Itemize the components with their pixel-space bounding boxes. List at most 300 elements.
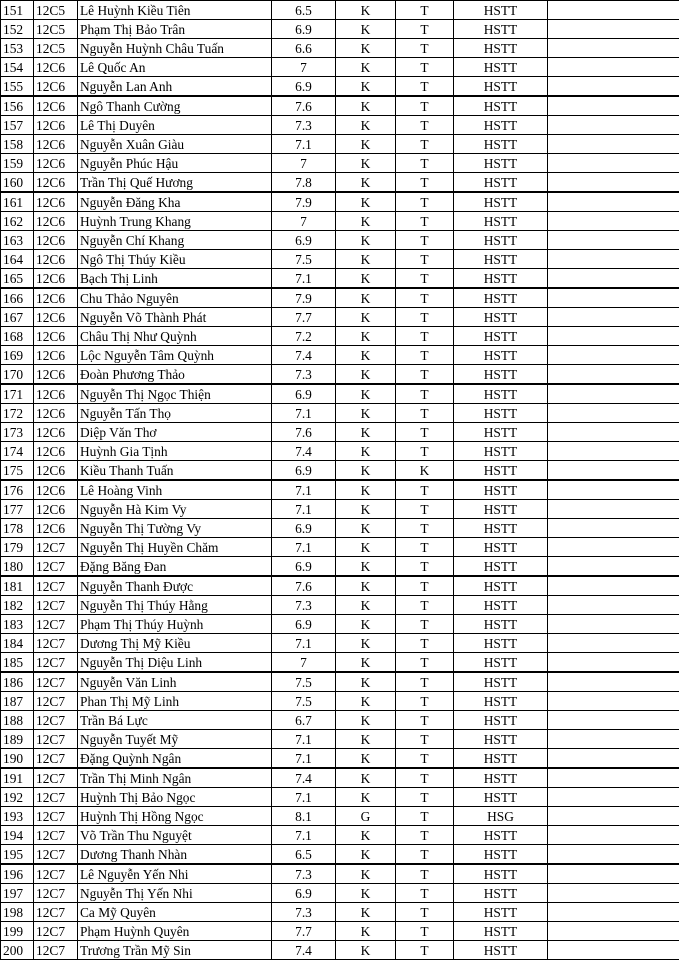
title-cell: HSTT	[454, 192, 548, 212]
table-row	[1, 404, 679, 423]
empty-cell	[548, 692, 679, 711]
class-cell: 12C6	[34, 154, 78, 173]
table-row	[1, 788, 679, 807]
average-score-cell: 7.1	[272, 730, 336, 749]
student-name-cell: Lê Thị Duyên	[78, 116, 272, 135]
academic-grade-cell: K	[336, 845, 396, 865]
class-cell: 12C6	[34, 461, 78, 481]
academic-grade-cell: K	[336, 864, 396, 884]
empty-cell	[548, 365, 679, 385]
academic-grade-cell: K	[336, 749, 396, 769]
student-name-cell: Dương Thanh Nhàn	[78, 845, 272, 865]
table-row	[1, 154, 679, 173]
class-cell: 12C5	[34, 20, 78, 39]
row-number-cell: 194	[1, 826, 34, 845]
student-name-cell: Nguyễn Tấn Thọ	[78, 404, 272, 423]
title-cell: HSTT	[454, 154, 548, 173]
title-cell: HSTT	[454, 77, 548, 97]
row-number-cell: 184	[1, 634, 34, 653]
title-cell: HSTT	[454, 327, 548, 346]
title-cell: HSTT	[454, 480, 548, 500]
table-row	[1, 480, 679, 500]
table-row	[1, 346, 679, 365]
title-cell: HSTT	[454, 519, 548, 538]
empty-cell	[548, 135, 679, 154]
empty-cell	[548, 615, 679, 634]
class-cell: 12C7	[34, 864, 78, 884]
average-score-cell: 7.1	[272, 404, 336, 423]
conduct-grade-cell: T	[396, 845, 454, 865]
row-number-cell: 169	[1, 346, 34, 365]
table-row	[1, 807, 679, 826]
academic-grade-cell: K	[336, 615, 396, 634]
conduct-grade-cell: T	[396, 423, 454, 442]
conduct-grade-cell: T	[396, 346, 454, 365]
conduct-grade-cell: T	[396, 807, 454, 826]
table-row	[1, 711, 679, 730]
academic-grade-cell: K	[336, 461, 396, 481]
class-cell: 12C6	[34, 192, 78, 212]
academic-grade-cell: K	[336, 346, 396, 365]
title-cell: HSTT	[454, 404, 548, 423]
row-number-cell: 151	[1, 1, 34, 20]
average-score-cell: 7.1	[272, 826, 336, 845]
student-name-cell: Huỳnh Thị Bảo Ngọc	[78, 788, 272, 807]
academic-grade-cell: K	[336, 922, 396, 941]
student-name-cell: Nguyễn Huỳnh Châu Tuấn	[78, 39, 272, 58]
empty-cell	[548, 346, 679, 365]
row-number-cell: 163	[1, 231, 34, 250]
conduct-grade-cell: T	[396, 519, 454, 538]
row-number-cell: 178	[1, 519, 34, 538]
class-cell: 12C7	[34, 653, 78, 673]
student-name-cell: Huỳnh Gia Tịnh	[78, 442, 272, 461]
row-number-cell: 168	[1, 327, 34, 346]
conduct-grade-cell: T	[396, 173, 454, 193]
table-row	[1, 212, 679, 231]
empty-cell	[548, 288, 679, 308]
empty-cell	[548, 96, 679, 116]
row-number-cell: 187	[1, 692, 34, 711]
empty-cell	[548, 212, 679, 231]
student-name-cell: Nguyễn Đăng Kha	[78, 192, 272, 212]
academic-grade-cell: K	[336, 442, 396, 461]
table-row	[1, 250, 679, 269]
average-score-cell: 7.5	[272, 692, 336, 711]
academic-grade-cell: K	[336, 423, 396, 442]
average-score-cell: 7.5	[272, 250, 336, 269]
student-name-cell: Nguyễn Văn Linh	[78, 672, 272, 692]
empty-cell	[548, 826, 679, 845]
average-score-cell: 7.3	[272, 864, 336, 884]
class-cell: 12C6	[34, 480, 78, 500]
student-name-cell: Diệp Văn Thơ	[78, 423, 272, 442]
class-cell: 12C5	[34, 1, 78, 20]
average-score-cell: 6.9	[272, 231, 336, 250]
empty-cell	[548, 711, 679, 730]
empty-cell	[548, 404, 679, 423]
table-row	[1, 365, 679, 385]
table-row	[1, 941, 679, 960]
student-name-cell: Đặng Quỳnh Ngân	[78, 749, 272, 769]
row-number-cell: 155	[1, 77, 34, 97]
average-score-cell: 7.7	[272, 308, 336, 327]
row-number-cell: 158	[1, 135, 34, 154]
conduct-grade-cell: T	[396, 154, 454, 173]
academic-grade-cell: K	[336, 711, 396, 730]
average-score-cell: 6.7	[272, 711, 336, 730]
table-row	[1, 269, 679, 289]
table-row	[1, 749, 679, 769]
conduct-grade-cell: T	[396, 615, 454, 634]
academic-grade-cell: K	[336, 250, 396, 269]
title-cell: HSTT	[454, 692, 548, 711]
class-cell: 12C6	[34, 384, 78, 404]
empty-cell	[548, 596, 679, 615]
conduct-grade-cell: T	[396, 768, 454, 788]
class-cell: 12C5	[34, 39, 78, 58]
conduct-grade-cell: T	[396, 442, 454, 461]
student-name-cell: Trần Bá Lực	[78, 711, 272, 730]
class-cell: 12C7	[34, 711, 78, 730]
conduct-grade-cell: T	[396, 788, 454, 807]
average-score-cell: 7.6	[272, 96, 336, 116]
academic-grade-cell: K	[336, 788, 396, 807]
row-number-cell: 157	[1, 116, 34, 135]
conduct-grade-cell: T	[396, 20, 454, 39]
empty-cell	[548, 557, 679, 577]
row-number-cell: 188	[1, 711, 34, 730]
average-score-cell: 7.1	[272, 480, 336, 500]
table-row	[1, 730, 679, 749]
class-cell: 12C7	[34, 538, 78, 557]
table-row	[1, 519, 679, 538]
title-cell: HSTT	[454, 711, 548, 730]
empty-cell	[548, 384, 679, 404]
conduct-grade-cell: T	[396, 365, 454, 385]
title-cell: HSTT	[454, 58, 548, 77]
class-cell: 12C6	[34, 135, 78, 154]
title-cell: HSTT	[454, 788, 548, 807]
student-name-cell: Nguyễn Chí Khang	[78, 231, 272, 250]
conduct-grade-cell: T	[396, 634, 454, 653]
table-row	[1, 135, 679, 154]
academic-grade-cell: K	[336, 77, 396, 97]
academic-grade-cell: K	[336, 538, 396, 557]
student-name-cell: Nguyễn Thị Huyền Chăm	[78, 538, 272, 557]
average-score-cell: 7.3	[272, 116, 336, 135]
class-cell: 12C7	[34, 826, 78, 845]
empty-cell	[548, 845, 679, 865]
class-cell: 12C6	[34, 404, 78, 423]
title-cell: HSTT	[454, 96, 548, 116]
academic-grade-cell: K	[336, 768, 396, 788]
academic-grade-cell: K	[336, 672, 396, 692]
row-number-cell: 183	[1, 615, 34, 634]
conduct-grade-cell: T	[396, 730, 454, 749]
class-cell: 12C7	[34, 672, 78, 692]
empty-cell	[548, 672, 679, 692]
empty-cell	[548, 730, 679, 749]
conduct-grade-cell: T	[396, 212, 454, 231]
conduct-grade-cell: T	[396, 288, 454, 308]
row-number-cell: 152	[1, 20, 34, 39]
table-row	[1, 653, 679, 673]
table-row	[1, 634, 679, 653]
conduct-grade-cell: T	[396, 58, 454, 77]
title-cell: HSTT	[454, 903, 548, 922]
table-row	[1, 538, 679, 557]
row-number-cell: 153	[1, 39, 34, 58]
student-name-cell: Phạm Huỳnh Quyên	[78, 922, 272, 941]
academic-grade-cell: K	[336, 557, 396, 577]
table-row	[1, 500, 679, 519]
conduct-grade-cell: T	[396, 653, 454, 673]
empty-cell	[548, 788, 679, 807]
conduct-grade-cell: T	[396, 500, 454, 519]
average-score-cell: 7.1	[272, 269, 336, 289]
class-cell: 12C6	[34, 116, 78, 135]
class-cell: 12C6	[34, 500, 78, 519]
class-cell: 12C6	[34, 308, 78, 327]
average-score-cell: 6.5	[272, 845, 336, 865]
row-number-cell: 192	[1, 788, 34, 807]
conduct-grade-cell: T	[396, 308, 454, 327]
average-score-cell: 7.6	[272, 576, 336, 596]
class-cell: 12C7	[34, 730, 78, 749]
table-row	[1, 596, 679, 615]
class-cell: 12C7	[34, 557, 78, 577]
conduct-grade-cell: T	[396, 192, 454, 212]
class-cell: 12C6	[34, 327, 78, 346]
empty-cell	[548, 250, 679, 269]
row-number-cell: 160	[1, 173, 34, 193]
conduct-grade-cell: T	[396, 672, 454, 692]
student-name-cell: Nguyễn Thị Thúy Hằng	[78, 596, 272, 615]
academic-grade-cell: K	[336, 192, 396, 212]
empty-cell	[548, 1, 679, 20]
table-row	[1, 615, 679, 634]
row-number-cell: 180	[1, 557, 34, 577]
row-number-cell: 186	[1, 672, 34, 692]
academic-grade-cell: K	[336, 500, 396, 519]
class-cell: 12C7	[34, 615, 78, 634]
title-cell: HSTT	[454, 116, 548, 135]
empty-cell	[548, 884, 679, 903]
table-row	[1, 173, 679, 193]
academic-grade-cell: K	[336, 692, 396, 711]
average-score-cell: 6.5	[272, 1, 336, 20]
academic-grade-cell: K	[336, 903, 396, 922]
average-score-cell: 7.8	[272, 173, 336, 193]
row-number-cell: 165	[1, 269, 34, 289]
class-cell: 12C6	[34, 77, 78, 97]
empty-cell	[548, 327, 679, 346]
empty-cell	[548, 807, 679, 826]
title-cell: HSTT	[454, 749, 548, 769]
student-name-cell: Đoàn Phương Thảo	[78, 365, 272, 385]
academic-grade-cell: K	[336, 941, 396, 960]
row-number-cell: 195	[1, 845, 34, 865]
title-cell: HSTT	[454, 423, 548, 442]
student-name-cell: Nguyễn Thị Tường Vy	[78, 519, 272, 538]
title-cell: HSTT	[454, 250, 548, 269]
average-score-cell: 6.9	[272, 461, 336, 481]
title-cell: HSTT	[454, 596, 548, 615]
average-score-cell: 7.3	[272, 365, 336, 385]
academic-grade-cell: K	[336, 884, 396, 903]
conduct-grade-cell: T	[396, 1, 454, 20]
row-number-cell: 177	[1, 500, 34, 519]
conduct-grade-cell: T	[396, 826, 454, 845]
title-cell: HSTT	[454, 884, 548, 903]
table-row	[1, 20, 679, 39]
empty-cell	[548, 634, 679, 653]
table-row	[1, 442, 679, 461]
average-score-cell: 6.9	[272, 519, 336, 538]
academic-grade-cell: K	[336, 269, 396, 289]
row-number-cell: 174	[1, 442, 34, 461]
table-row	[1, 461, 679, 481]
table-row	[1, 864, 679, 884]
student-name-cell: Huỳnh Trung Khang	[78, 212, 272, 231]
title-cell: HSTT	[454, 135, 548, 154]
average-score-cell: 7.1	[272, 538, 336, 557]
average-score-cell: 7.9	[272, 288, 336, 308]
conduct-grade-cell: T	[396, 884, 454, 903]
title-cell: HSTT	[454, 269, 548, 289]
empty-cell	[548, 941, 679, 960]
class-cell: 12C6	[34, 231, 78, 250]
conduct-grade-cell: T	[396, 77, 454, 97]
row-number-cell: 199	[1, 922, 34, 941]
class-cell: 12C7	[34, 807, 78, 826]
empty-cell	[548, 58, 679, 77]
average-score-cell: 7.2	[272, 327, 336, 346]
student-name-cell: Dương Thị Mỹ Kiều	[78, 634, 272, 653]
title-cell: HSTT	[454, 941, 548, 960]
row-number-cell: 196	[1, 864, 34, 884]
academic-grade-cell: K	[336, 231, 396, 250]
table-row	[1, 903, 679, 922]
table-row	[1, 576, 679, 596]
student-name-cell: Nguyễn Xuân Giàu	[78, 135, 272, 154]
row-number-cell: 164	[1, 250, 34, 269]
student-name-cell: Nguyễn Thị Diệu Linh	[78, 653, 272, 673]
student-name-cell: Nguyễn Thị Ngọc Thiện	[78, 384, 272, 404]
average-score-cell: 8.1	[272, 807, 336, 826]
empty-cell	[548, 269, 679, 289]
student-name-cell: Lê Huỳnh Kiều Tiên	[78, 1, 272, 20]
table-row	[1, 192, 679, 212]
row-number-cell: 170	[1, 365, 34, 385]
class-cell: 12C6	[34, 269, 78, 289]
student-name-cell: Nguyễn Hà Kim Vy	[78, 500, 272, 519]
empty-cell	[548, 192, 679, 212]
academic-grade-cell: K	[336, 365, 396, 385]
average-score-cell: 7.3	[272, 596, 336, 615]
empty-cell	[548, 442, 679, 461]
title-cell: HSTT	[454, 288, 548, 308]
average-score-cell: 7.1	[272, 500, 336, 519]
title-cell: HSTT	[454, 346, 548, 365]
table-row	[1, 826, 679, 845]
conduct-grade-cell: T	[396, 384, 454, 404]
class-cell: 12C6	[34, 96, 78, 116]
table-row	[1, 39, 679, 58]
student-name-cell: Kiều Thanh Tuấn	[78, 461, 272, 481]
class-cell: 12C6	[34, 346, 78, 365]
average-score-cell: 7	[272, 58, 336, 77]
academic-grade-cell: K	[336, 135, 396, 154]
average-score-cell: 6.6	[272, 39, 336, 58]
title-cell: HSTT	[454, 20, 548, 39]
average-score-cell: 7	[272, 653, 336, 673]
row-number-cell: 189	[1, 730, 34, 749]
average-score-cell: 7.9	[272, 192, 336, 212]
table-row	[1, 922, 679, 941]
table-row	[1, 692, 679, 711]
academic-grade-cell: K	[336, 519, 396, 538]
academic-grade-cell: K	[336, 288, 396, 308]
conduct-grade-cell: T	[396, 135, 454, 154]
conduct-grade-cell: T	[396, 922, 454, 941]
table-row	[1, 77, 679, 97]
class-cell: 12C7	[34, 845, 78, 865]
class-cell: 12C6	[34, 250, 78, 269]
title-cell: HSTT	[454, 39, 548, 58]
conduct-grade-cell: T	[396, 711, 454, 730]
table-row	[1, 308, 679, 327]
average-score-cell: 6.9	[272, 77, 336, 97]
academic-grade-cell: K	[336, 384, 396, 404]
average-score-cell: 7.1	[272, 135, 336, 154]
conduct-grade-cell: T	[396, 404, 454, 423]
average-score-cell: 7	[272, 212, 336, 231]
academic-grade-cell: K	[336, 154, 396, 173]
empty-cell	[548, 231, 679, 250]
average-score-cell: 7.5	[272, 672, 336, 692]
table-row	[1, 231, 679, 250]
title-cell: HSTT	[454, 212, 548, 231]
academic-grade-cell: K	[336, 116, 396, 135]
conduct-grade-cell: T	[396, 538, 454, 557]
empty-cell	[548, 20, 679, 39]
student-name-cell: Huỳnh Thị Hồng Ngọc	[78, 807, 272, 826]
empty-cell	[548, 154, 679, 173]
table-row	[1, 423, 679, 442]
class-cell: 12C7	[34, 634, 78, 653]
class-cell: 12C7	[34, 884, 78, 903]
table-row	[1, 768, 679, 788]
table-row	[1, 58, 679, 77]
title-cell: HSTT	[454, 826, 548, 845]
conduct-grade-cell: T	[396, 692, 454, 711]
title-cell: HSTT	[454, 576, 548, 596]
title-cell: HSTT	[454, 442, 548, 461]
title-cell: HSTT	[454, 768, 548, 788]
average-score-cell: 7.6	[272, 423, 336, 442]
conduct-grade-cell: K	[396, 461, 454, 481]
average-score-cell: 7.4	[272, 768, 336, 788]
row-number-cell: 198	[1, 903, 34, 922]
academic-grade-cell: K	[336, 308, 396, 327]
student-name-cell: Trương Trần Mỹ Sin	[78, 941, 272, 960]
empty-cell	[548, 538, 679, 557]
class-cell: 12C7	[34, 596, 78, 615]
title-cell: HSTT	[454, 922, 548, 941]
table-row	[1, 884, 679, 903]
